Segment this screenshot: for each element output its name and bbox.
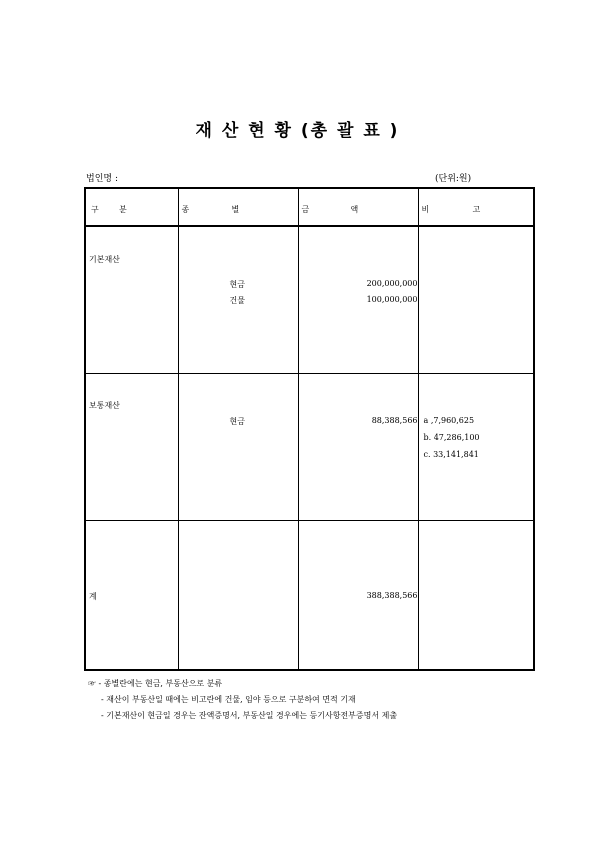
remarks-cell xyxy=(418,373,534,520)
remarks-cell xyxy=(418,226,534,373)
page-title: 재 산 현 황 (총 괄 표 ) xyxy=(195,121,400,141)
header-amount: 금 액 xyxy=(298,188,418,226)
type-cell xyxy=(178,520,298,670)
organization-name-label: 법인명 : xyxy=(86,174,118,184)
unit-label: (단위:원) xyxy=(435,174,472,184)
category-label: 보통재산 xyxy=(89,400,120,410)
remarks-cell xyxy=(418,520,534,670)
table-row-ordinary-property xyxy=(85,373,534,520)
property-summary-table xyxy=(84,187,535,671)
amount-cell xyxy=(298,373,418,520)
total-label: 계 xyxy=(89,591,97,601)
note-line: - 재산이 부동산일 때에는 비고란에 건물, 임야 등으로 구분하여 면적 기재 xyxy=(101,695,356,704)
remark-line: c. 33,141,841 xyxy=(423,449,479,459)
amount-value: 88,388,566 xyxy=(371,415,418,425)
type-label: 현금 xyxy=(229,280,245,289)
type-label: 현금 xyxy=(229,416,245,426)
type-cell xyxy=(178,226,298,373)
category-label: 기본재산 xyxy=(89,255,120,264)
category-cell xyxy=(85,373,178,520)
amount-value: 200,000,000 xyxy=(366,279,418,288)
amount-value: 100,000,000 xyxy=(366,295,418,304)
note-line: - 기본재산이 현금일 경우는 잔액증명서, 부동산일 경우에는 등기사항전부증명서 제출 xyxy=(101,711,398,720)
type-label: 건물 xyxy=(229,296,245,305)
notes-section xyxy=(88,676,397,724)
table-header-row xyxy=(85,188,534,226)
header-remarks: 비 고 xyxy=(418,188,534,226)
type-cell xyxy=(178,373,298,520)
amount-cell xyxy=(298,226,418,373)
table-row-total xyxy=(85,520,534,670)
category-cell xyxy=(85,226,178,373)
header-type: 종 별 xyxy=(178,188,298,226)
remark-line: b. 47,286,100 xyxy=(423,432,480,442)
pointing-hand-icon: ☞ xyxy=(88,679,96,688)
remark-line: a ,7,960,625 xyxy=(423,415,475,425)
total-amount: 388,388,566 xyxy=(366,590,418,600)
header-category: 구 분 xyxy=(85,188,178,226)
note-line: ☞ - 종별란에는 현금, 부동산으로 분류 xyxy=(88,679,223,688)
category-cell xyxy=(85,520,178,670)
table-row-basic-property xyxy=(85,226,534,373)
amount-cell xyxy=(298,520,418,670)
